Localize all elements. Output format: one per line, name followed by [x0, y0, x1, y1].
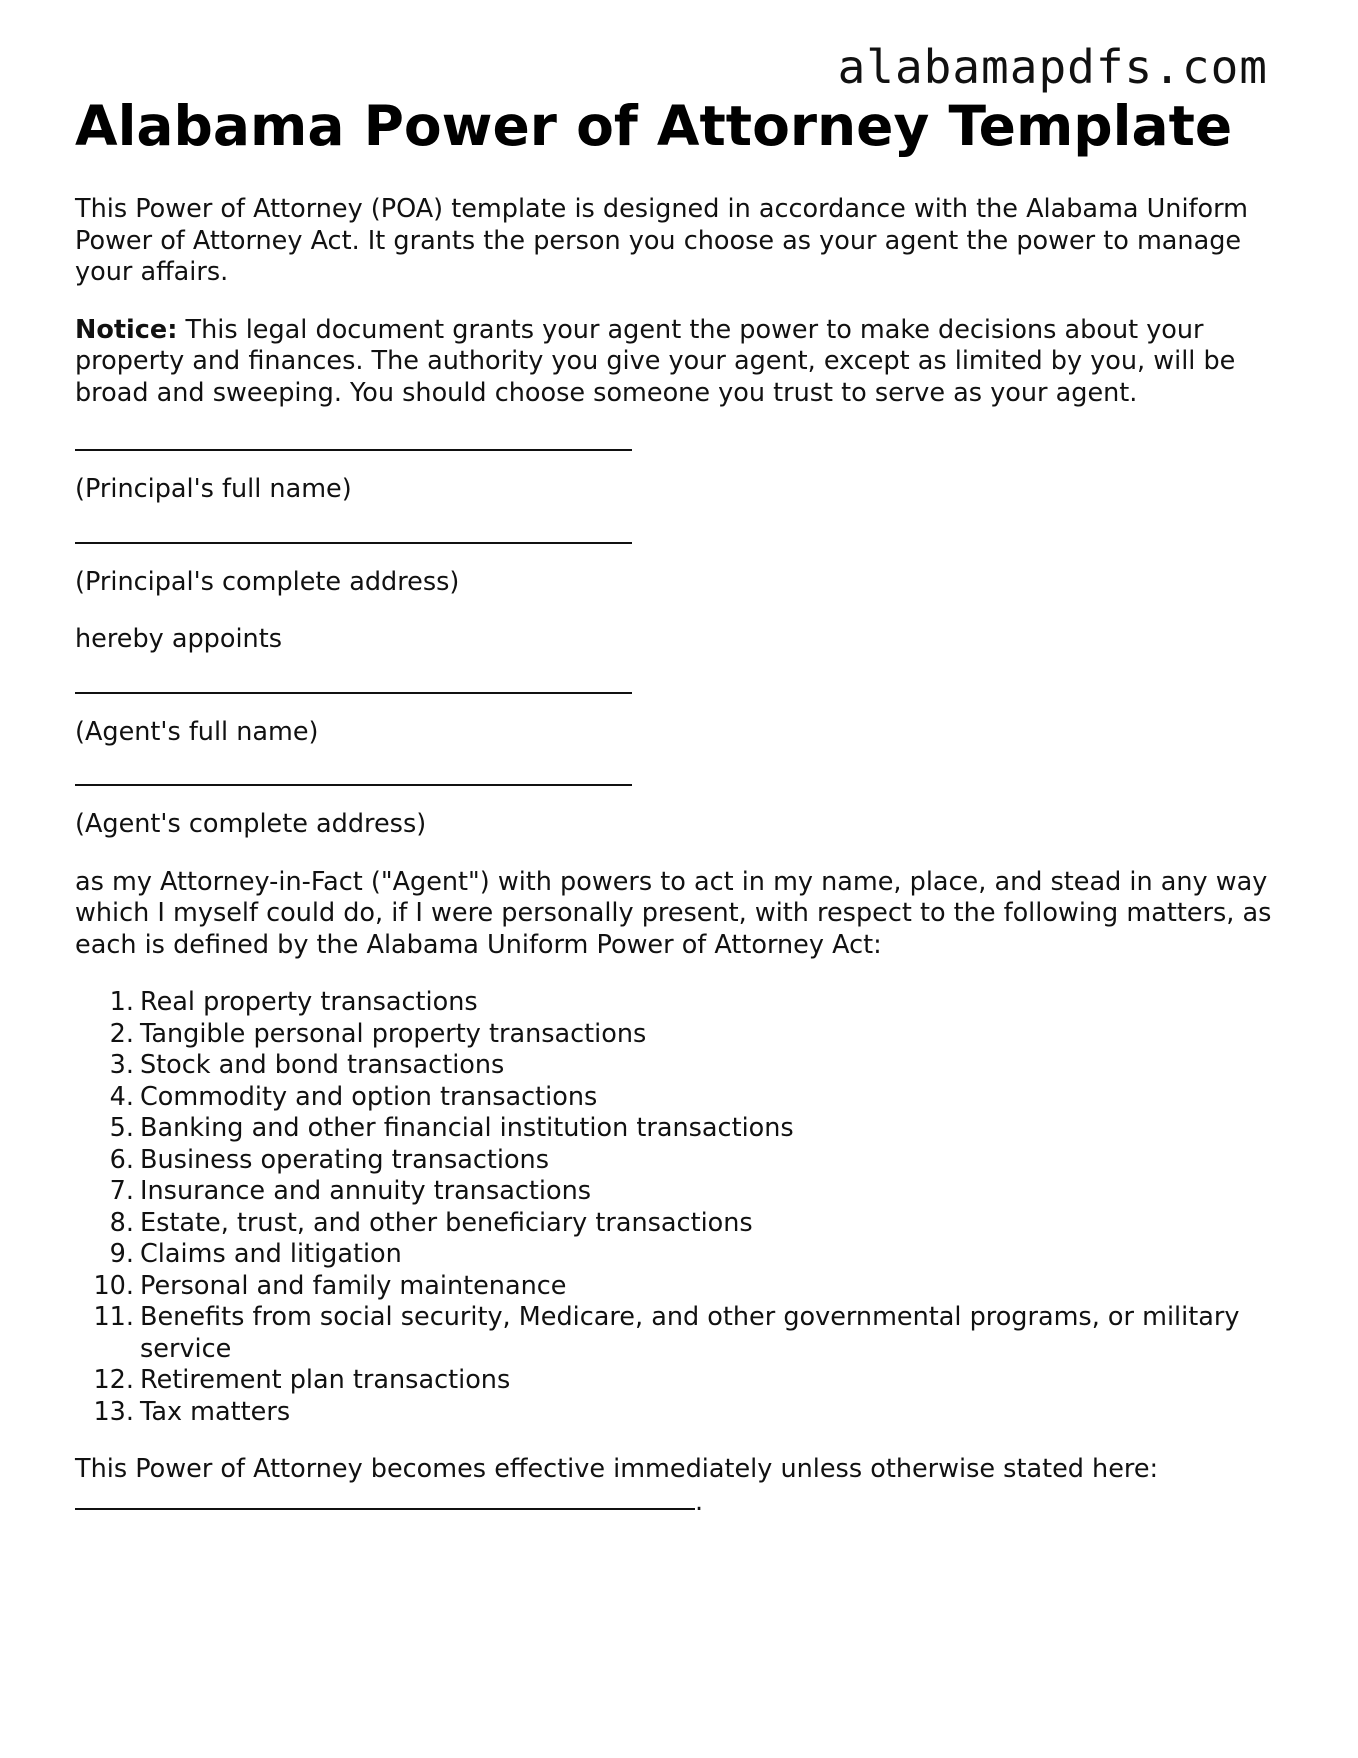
list-item-text: Commodity and option transactions	[140, 1081, 598, 1112]
notice-label: Notice:	[75, 314, 178, 345]
list-item-text: Estate, trust, and other beneficiary transactions	[140, 1207, 753, 1238]
list-item-text: Personal and family maintenance	[140, 1270, 567, 1301]
list-item-text: Business operating transactions	[140, 1144, 550, 1175]
list-item-number: 13.	[93, 1396, 134, 1427]
list-item-number: 12.	[93, 1365, 134, 1395]
list-item-text: Retirement plan transactions	[140, 1365, 511, 1395]
list-item	[93, 1365, 1295, 1397]
list-item-number: 4.	[109, 1081, 134, 1112]
list-item	[109, 1144, 1295, 1177]
agent-name-field[interactable]	[75, 692, 632, 694]
list-item-text: Tax matters	[140, 1396, 291, 1427]
list-item	[93, 1302, 1295, 1365]
effective-paragraph	[75, 1454, 1295, 1518]
agent-name-caption: (Agent's full name)	[75, 716, 319, 747]
powers-intro-paragraph: as my Attorney-in-Fact ("Agent") with powers to act in my name, place, and stead in any way which I myself could do, if I were personally present, with respect to the following matters, as each is defined by the Alabama Uniform Power of Attorney Act:	[75, 866, 1272, 960]
effective-text: This Power of Attorney becomes effective immediately unless otherwise stated here:	[75, 1454, 1159, 1484]
list-item-number: 8.	[109, 1207, 134, 1238]
list-item-number: 7.	[109, 1176, 134, 1206]
list-item	[109, 1081, 1295, 1114]
list-item	[109, 1176, 1295, 1208]
principal-address-caption: (Principal's complete address)	[75, 566, 460, 597]
notice-paragraph	[75, 315, 1295, 410]
list-item	[109, 1207, 1295, 1240]
list-item-number: 9.	[109, 1239, 134, 1269]
list-item	[109, 1018, 1295, 1051]
list-item	[93, 1396, 1295, 1429]
list-item-text: Tangible personal property transactions	[140, 1018, 647, 1049]
list-item-text: Claims and litigation	[140, 1239, 402, 1269]
list-item-text: Insurance and annuity transactions	[140, 1176, 592, 1206]
list-item	[93, 1270, 1295, 1303]
document-title: Alabama Power of Attorney Template	[75, 94, 1233, 158]
powers-list	[75, 987, 1295, 1428]
list-item-text: Stock and bond transactions	[140, 1050, 505, 1080]
list-item	[109, 1113, 1295, 1145]
list-item-number: 3.	[109, 1050, 134, 1080]
site-watermark: alabamapdfs.com	[837, 40, 1268, 94]
principal-address-field[interactable]	[75, 542, 632, 544]
agent-address-caption: (Agent's complete address)	[75, 809, 427, 839]
list-item-number: 5.	[109, 1113, 134, 1143]
list-item-text: Benefits from social security, Medicare, and other governmental programs, or military service	[140, 1302, 1240, 1364]
list-item	[109, 987, 1295, 1019]
list-item-number: 2.	[109, 1018, 134, 1049]
list-item-number: 10.	[93, 1270, 134, 1301]
list-item-number: 11.	[93, 1302, 134, 1332]
list-item-text: Banking and other financial institution transactions	[140, 1113, 794, 1143]
list-item-number: 6.	[109, 1144, 134, 1175]
list-item-number: 1.	[109, 987, 134, 1017]
appoints-text: hereby appoints	[75, 624, 282, 654]
effective-end-punct: .	[695, 1486, 704, 1517]
intro-paragraph: This Power of Attorney (POA) template is designed in accordance with the Alabama Uniform Power of Attorney Act. It grants the person you choose as your agent the power to manage your affairs.	[75, 194, 1248, 287]
list-item	[109, 1239, 1295, 1271]
list-item-text: Real property transactions	[140, 987, 478, 1017]
notice-text: This legal document grants your agent the power to make decisions about your property and finances. The authority you give your agent, except as limited by you, will be broad and sweeping. You should choose someone you trust to serve as your agent.	[75, 314, 1236, 408]
principal-name-caption: (Principal's full name)	[75, 474, 352, 504]
effective-date-field[interactable]	[75, 1486, 695, 1510]
document-body	[75, 194, 1295, 1518]
agent-address-field[interactable]	[75, 784, 632, 786]
principal-name-field[interactable]	[75, 449, 632, 451]
list-item	[109, 1050, 1295, 1082]
